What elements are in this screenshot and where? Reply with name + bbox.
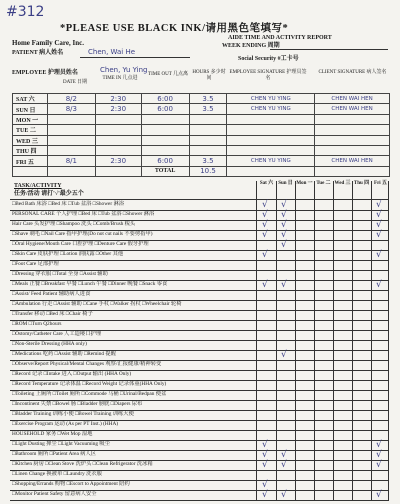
task-row: □Dressing 穿衣服 □Total 全身 □Assist 辅助 — [12, 271, 108, 277]
check-mark: √ — [376, 210, 382, 220]
check-mark: √ — [376, 460, 382, 470]
time-cell-emp_sig: CHEN YU YING — [227, 104, 315, 114]
time-cell-day: SUN 日 — [13, 104, 48, 114]
time-cell-in: 2:30 — [95, 156, 141, 166]
task-row: Hair Care 头发护理 □Shampoo 洗头 □Comb/Brush 梳头 — [12, 221, 136, 227]
task-row: □Oral Hygiene/Mouth Care 口腔护理 □Denture Care 假牙护理 — [12, 241, 149, 247]
employee-label: EMPLOYEE 护理员姓名 — [12, 70, 78, 76]
time-cell-day: WED 三 — [13, 135, 48, 145]
time-row — [13, 135, 390, 145]
time-cell-date — [47, 145, 95, 155]
task-row: □Assist/ Feed Patient 辅助病人进食 — [12, 291, 91, 297]
col-client-sig: CLIENT SIGNATURE 病人签名 — [318, 70, 387, 75]
task-row: □Shopping/Errands 购物 □Escort to Appointment 陪约 — [12, 481, 130, 487]
time-cell-emp_sig — [227, 135, 315, 145]
ssn-label: Social Security #工卡号 — [238, 56, 299, 62]
time-cell-date: 8/3 — [47, 104, 95, 114]
day-col-header: Wed 三 — [334, 181, 351, 186]
time-table — [12, 93, 390, 177]
check-mark: √ — [281, 280, 287, 290]
task-row: □Ostomy/Catheter Care 人工造瘘口护理 — [12, 331, 102, 337]
col-date: DATE 日期 — [62, 80, 88, 85]
day-col-header: Sat 六 — [259, 181, 274, 186]
check-mark: √ — [262, 220, 268, 230]
time-cell-hours: 3.5 — [189, 156, 227, 166]
time-cell-day: MON 一 — [13, 114, 48, 124]
time-cell-day: THU 四 — [13, 145, 48, 155]
task-title: TASK/ACTIVITY — [14, 183, 62, 189]
time-row — [13, 156, 390, 166]
check-mark: √ — [262, 480, 268, 490]
task-subtitle: 任务/活动 请打'√'最少五个 — [14, 191, 84, 197]
task-row: □Exercise Program 运动 (As per PT Inst.) (HHA) — [12, 421, 119, 427]
form-number: #312 — [6, 4, 45, 20]
task-row: □Foot Care 足部护理 — [12, 261, 59, 267]
check-mark: √ — [281, 450, 287, 460]
time-cell-cli_sig — [315, 114, 390, 124]
time-cell-in — [95, 135, 141, 145]
week-ending-label: WEEK ENDING 周期 — [222, 43, 280, 49]
col-time-out: TIME OUT 几点离 — [148, 72, 188, 77]
time-cell-hours — [189, 135, 227, 145]
check-mark: √ — [281, 220, 287, 230]
day-col-header: Mon 一 — [296, 181, 313, 186]
time-cell-cli_sig — [315, 125, 390, 135]
task-row: □Record Temperature 记录体温 □Record Weight 记录体重(HHA Only) — [12, 381, 167, 387]
time-cell-emp_sig — [227, 114, 315, 124]
task-row: □Transfer 移动 □Bed 床 □Chair 椅子 — [12, 311, 93, 317]
time-cell-date: 8/2 — [47, 94, 95, 104]
check-mark: √ — [262, 210, 268, 220]
task-row: □Shave 剃毛 □Nail Care 指甲护理(Do not cut nails 不要剪指甲) — [12, 231, 153, 237]
check-mark: √ — [262, 280, 268, 290]
task-row: PERSONAL CARE 个人护理 □Bed 床 □Tub 盆浴 □Shower 淋浴 — [12, 211, 155, 217]
check-mark: √ — [262, 490, 268, 500]
time-cell-hours — [189, 114, 227, 124]
col-employee-sig: EMPLOYEE SIGNATURE 护理员签名 — [229, 70, 307, 81]
time-row — [13, 114, 390, 124]
col-time-in: TIME IN 几点进 — [102, 76, 138, 81]
time-cell-out: 6:00 — [141, 94, 189, 104]
time-cell-cli_sig: CHEN WAI HEN — [315, 94, 390, 104]
time-cell-in: 2:30 — [95, 94, 141, 104]
time-cell-out — [141, 145, 189, 155]
task-row: □Record 记录 □Intake 进入 □Output 输出 (HHA Only) — [12, 371, 132, 377]
check-mark: √ — [376, 250, 382, 260]
total-label: TOTAL — [141, 166, 189, 176]
day-col-header: Sun 日 — [278, 181, 293, 186]
task-row: HOUSEHOLD 家务 □Wet Mop 湿地 — [12, 431, 93, 437]
time-cell-day: FRI 五 — [13, 156, 48, 166]
check-mark: √ — [376, 280, 382, 290]
time-cell-date — [47, 125, 95, 135]
check-mark: √ — [262, 250, 268, 260]
time-row — [13, 104, 390, 114]
time-cell-in — [95, 125, 141, 135]
top-banner: *PLEASE USE BLACK INK/请用黑色笔填写* — [60, 23, 289, 34]
task-row: □Meals 正餐 □Breakfast 早餐 □Lunch 午餐 □Dinner 晚餐 □Snack 零食 — [12, 281, 168, 287]
check-mark: √ — [376, 490, 382, 500]
employee-name: Chen, Yu Ying — [100, 66, 148, 74]
day-col-header: Tue 二 — [316, 181, 331, 186]
time-cell-day: SAT 六 — [13, 94, 48, 104]
check-mark: √ — [376, 200, 382, 210]
time-cell-out: 6:00 — [141, 104, 189, 114]
check-mark: √ — [281, 460, 287, 470]
task-row: □Bathroom 厕所 □Patient Area 病人区 — [12, 451, 97, 457]
time-cell-in — [95, 114, 141, 124]
time-cell-cli_sig — [315, 135, 390, 145]
day-col-header: Thu 四 — [353, 181, 370, 186]
time-cell-in: 2:30 — [95, 104, 141, 114]
task-row: □Bed Bath 床浴 □Bed 床 □Tub 盆浴 □Shower 淋浴 — [12, 201, 125, 207]
time-row — [13, 94, 390, 104]
check-mark: √ — [262, 230, 268, 240]
time-cell-hours — [189, 145, 227, 155]
check-mark: √ — [262, 440, 268, 450]
time-cell-out: 6:00 — [141, 156, 189, 166]
time-cell-emp_sig: CHEN YU YING — [227, 94, 315, 104]
check-mark: √ — [281, 200, 287, 210]
time-cell-cli_sig: CHEN WAI HEN — [315, 156, 390, 166]
time-cell-cli_sig: CHEN WAI HEN — [315, 104, 390, 114]
time-cell-out — [141, 125, 189, 135]
time-cell-day: TUE 二 — [13, 125, 48, 135]
time-row — [13, 125, 390, 135]
time-cell-date: 8/1 — [47, 156, 95, 166]
check-mark: √ — [262, 200, 268, 210]
time-cell-in — [95, 145, 141, 155]
task-row: □Incontinent 失禁 □Bowel 肠 □Bladder 膀胱 □Diapers 尿布 — [12, 401, 143, 407]
task-row: □Skin Care 皮肤护理 □Lotion 润肤露 □Other 其他 — [12, 251, 124, 257]
company-name: Home Family Care, Inc. — [12, 39, 84, 47]
col-hours: HOURS 多少时间 — [192, 70, 226, 81]
task-row: □Toileting 上厕所 □Toilet 厕所 □Commode 马桶 □Urinal/Bedpan 便盆 — [12, 391, 167, 397]
time-cell-hours: 3.5 — [189, 94, 227, 104]
patient-label: PATIENT 病人姓名 — [12, 50, 64, 56]
time-cell-hours: 3.5 — [189, 104, 227, 114]
time-cell-cli_sig — [315, 145, 390, 155]
patient-name: Chen, Wai He — [88, 48, 136, 56]
task-row: □Linen Change 换被单 □Laundry 洗衣服 — [12, 471, 102, 477]
time-cell-hours — [189, 125, 227, 135]
check-mark: √ — [281, 230, 287, 240]
task-row: □Medications 吃药 □Assist 辅助 □Remind 提醒 — [12, 351, 116, 357]
form-title: AIDE TIME AND ACTIVITY REPORT — [228, 35, 332, 41]
task-row: □Kitchen 厨房 □Clean Stove 洗炉头 □Clean Refrigerator 洗冰箱 — [12, 461, 153, 467]
task-row: □Ambulation 行走 □Assist 辅助 □Cane 手杖 □Walker 拐杖 □Wheelchair 轮椅 — [12, 301, 182, 307]
time-cell-emp_sig — [227, 145, 315, 155]
task-row: □Non-Sterile Dressing (HHA only) — [12, 341, 87, 347]
check-mark: √ — [281, 240, 287, 250]
check-mark: √ — [262, 450, 268, 460]
check-mark: √ — [281, 490, 287, 500]
check-mark: √ — [281, 350, 287, 360]
check-mark: √ — [281, 210, 287, 220]
time-cell-emp_sig — [227, 125, 315, 135]
time-cell-date — [47, 135, 95, 145]
day-col-header: Fri 五 — [374, 181, 387, 186]
time-cell-out — [141, 135, 189, 145]
task-row: □Light Dusting 掸尘 □Light Vacuuming 吸尘 — [12, 441, 110, 447]
check-mark: √ — [376, 440, 382, 450]
time-cell-date — [47, 114, 95, 124]
task-row: □Bladder Training 训练小便 □Bowel Training 训练大便 — [12, 411, 134, 417]
time-cell-out — [141, 114, 189, 124]
check-mark: √ — [376, 230, 382, 240]
check-mark: √ — [262, 460, 268, 470]
task-row: □Observe/Report Physical/Mental Changes 观察/汇报健康/精神转变 — [12, 361, 162, 367]
check-mark: √ — [376, 220, 382, 230]
task-row: □ROM □Turn Q2hours — [12, 321, 62, 327]
time-cell-emp_sig: CHEN YU YING — [227, 156, 315, 166]
total-hours: 10.5 — [189, 166, 227, 176]
check-mark: √ — [376, 450, 382, 460]
task-row: □Monitor Patient Safety 留意病人安全 — [12, 491, 97, 497]
time-row — [13, 145, 390, 155]
